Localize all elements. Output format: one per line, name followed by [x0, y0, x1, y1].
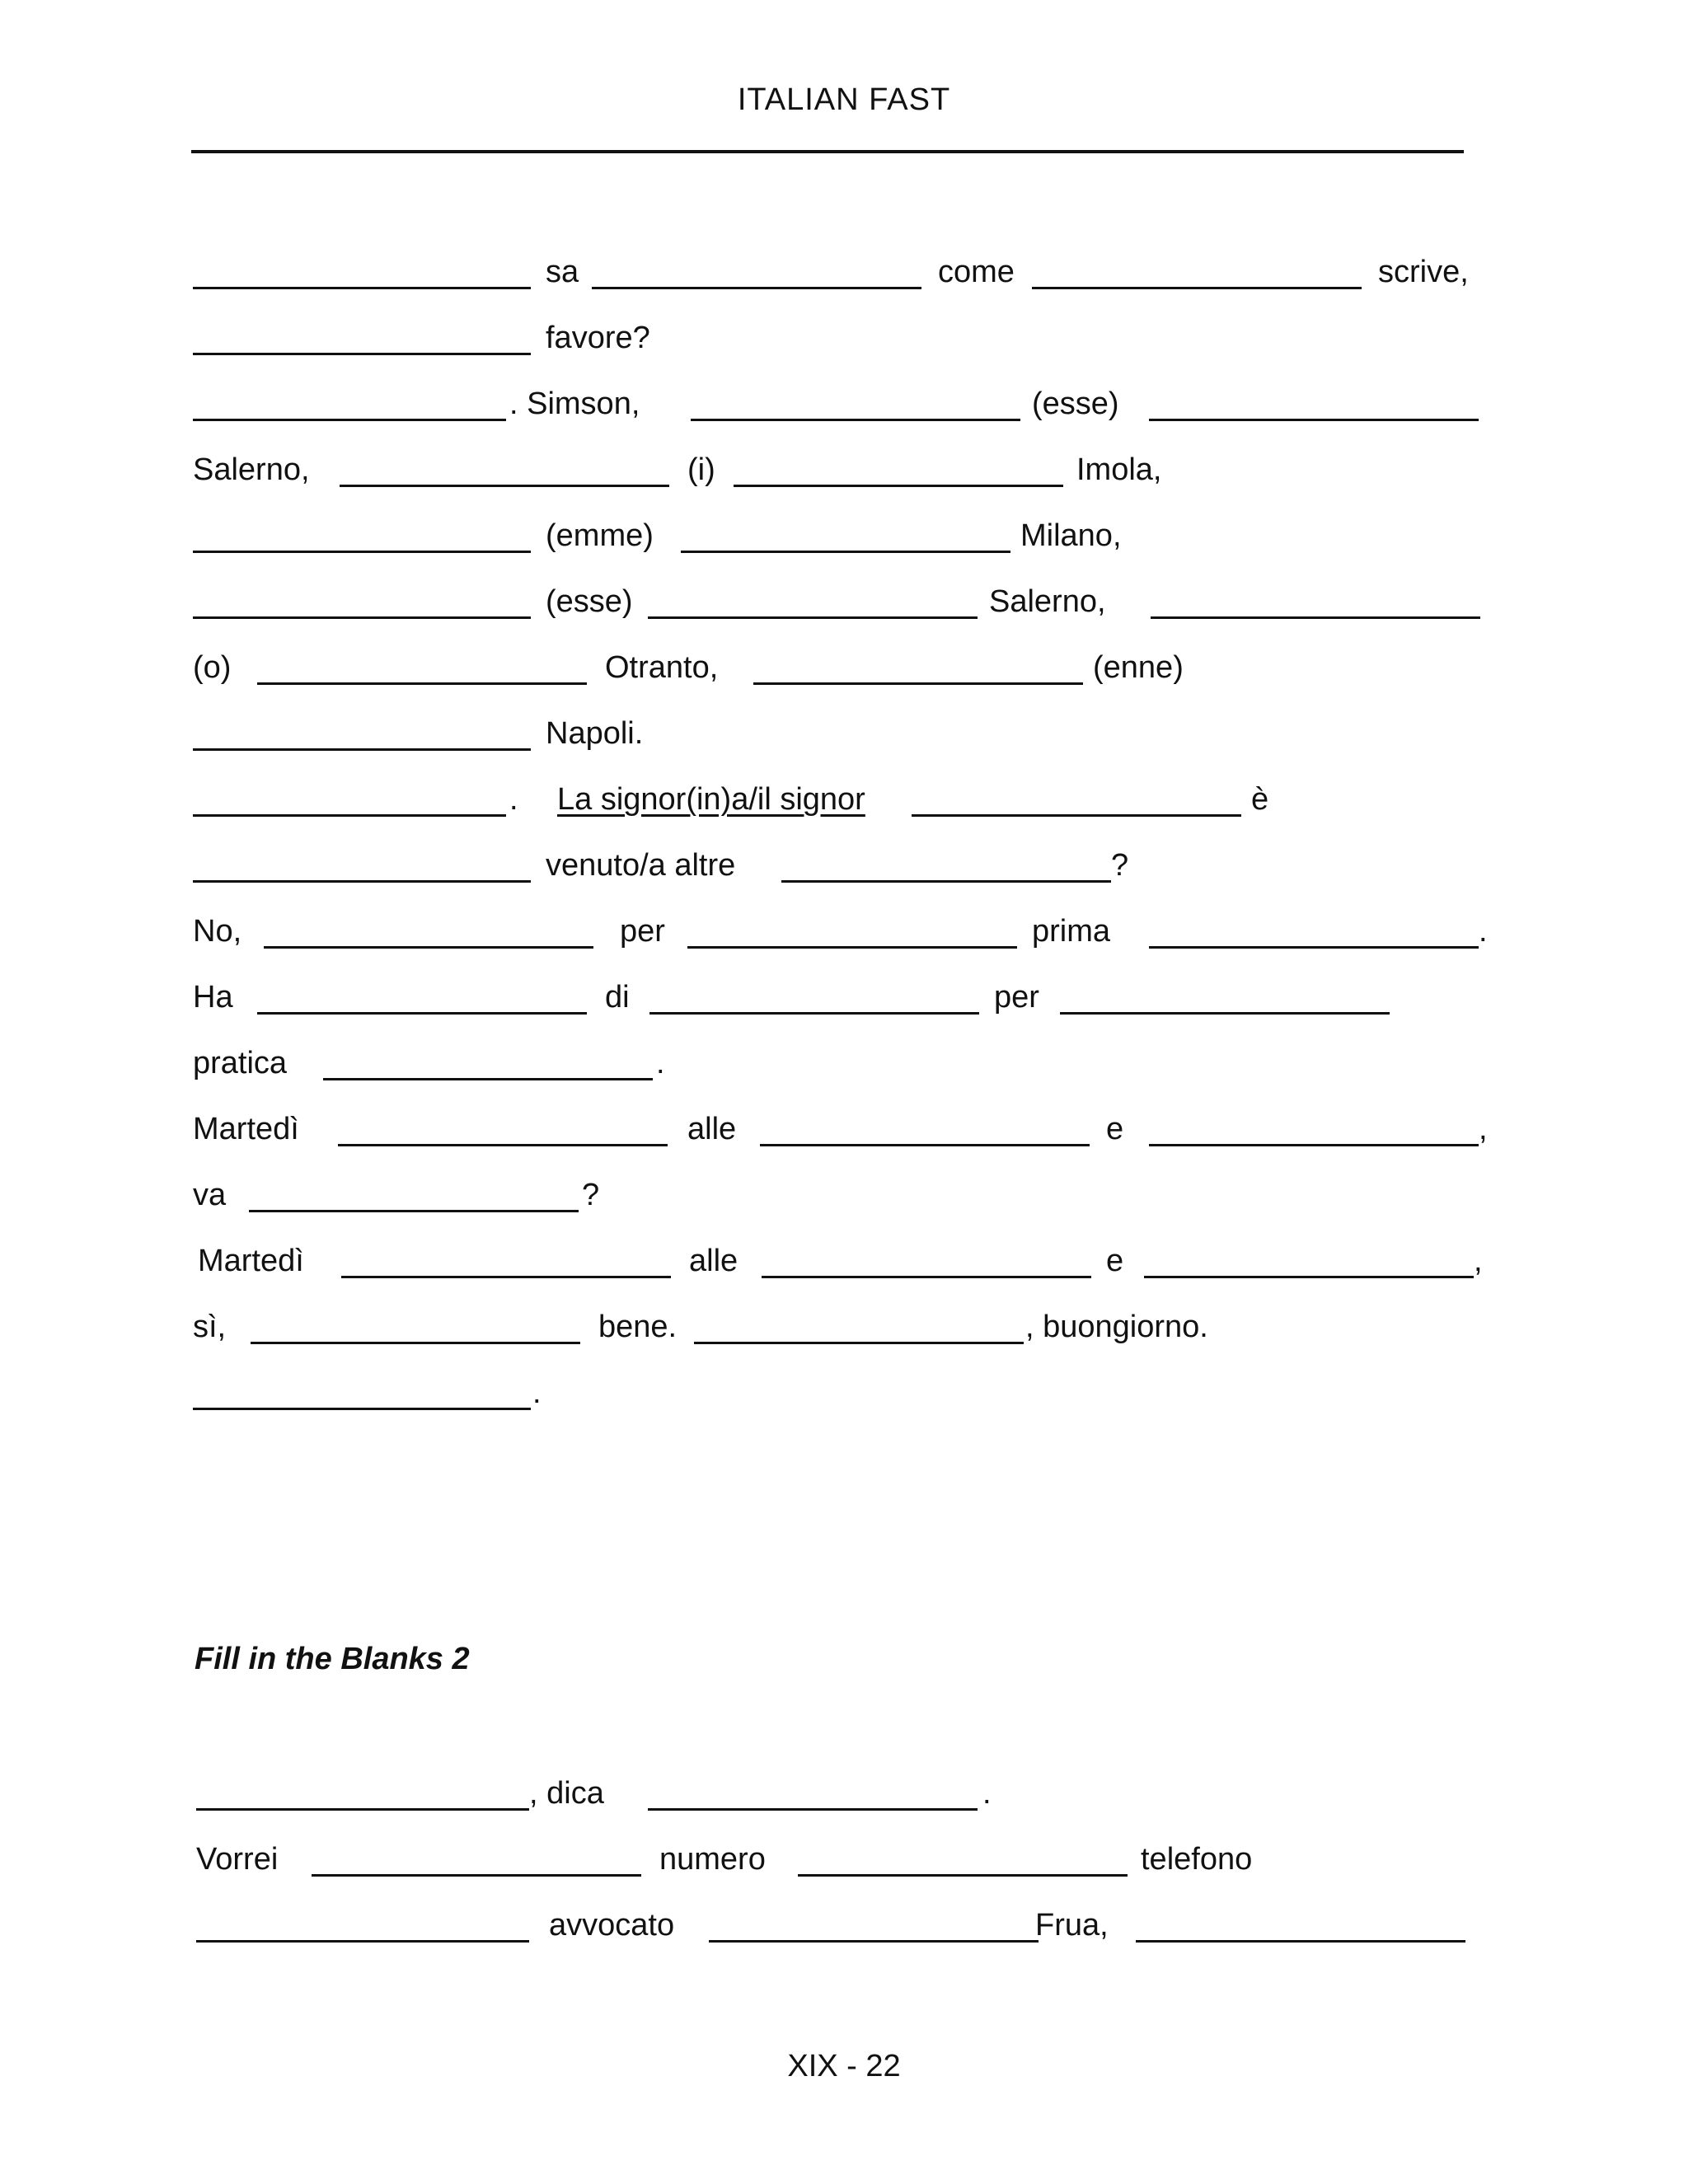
answer-blank[interactable] — [649, 1012, 979, 1015]
prompt-text: favore? — [546, 321, 650, 355]
answer-blank[interactable] — [249, 1210, 579, 1212]
worksheet-line — [193, 1243, 1512, 1292]
prompt-text: numero — [659, 1842, 766, 1877]
worksheet-line — [193, 979, 1512, 1029]
prompt-text: ? — [582, 1178, 600, 1212]
answer-blank[interactable] — [753, 682, 1083, 685]
answer-blank[interactable] — [196, 1940, 529, 1943]
answer-blank[interactable] — [257, 1012, 587, 1015]
answer-blank[interactable] — [193, 1408, 531, 1410]
prompt-text: . Simson, — [509, 387, 640, 421]
prompt-text: ? — [1111, 848, 1129, 883]
answer-blank[interactable] — [1032, 287, 1362, 289]
prompt-text: (esse) — [546, 584, 633, 619]
worksheet-line — [193, 583, 1512, 633]
answer-blank[interactable] — [694, 1342, 1024, 1344]
answer-blank[interactable] — [912, 814, 1241, 817]
answer-blank[interactable] — [798, 1874, 1128, 1877]
prompt-text: (i) — [687, 452, 715, 487]
prompt-text: Imola, — [1076, 452, 1162, 487]
prompt-text: alle — [687, 1112, 737, 1146]
answer-blank[interactable] — [196, 1808, 529, 1811]
answer-blank[interactable] — [648, 1808, 978, 1811]
worksheet-line — [193, 1907, 1512, 1957]
prompt-text: La signor(in)a/il signor — [557, 782, 865, 817]
prompt-text: e — [1106, 1244, 1124, 1278]
prompt-text: Vorrei — [196, 1842, 279, 1877]
worksheet-line — [193, 320, 1512, 369]
prompt-text: sa — [546, 255, 579, 289]
worksheet-line — [193, 518, 1512, 567]
answer-blank[interactable] — [1149, 1144, 1479, 1146]
worksheet-line — [193, 1375, 1512, 1424]
prompt-text: Otranto, — [605, 650, 719, 685]
answer-blank[interactable] — [193, 353, 531, 355]
answer-blank[interactable] — [1149, 946, 1479, 949]
answer-blank[interactable] — [193, 551, 531, 553]
worksheet-line — [193, 1841, 1512, 1891]
prompt-text: per — [994, 980, 1039, 1015]
page-number: XIX - 22 — [787, 2049, 901, 2083]
answer-blank[interactable] — [691, 419, 1020, 421]
prompt-text: va — [193, 1178, 227, 1212]
prompt-text: avvocato — [549, 1908, 675, 1943]
answer-blank[interactable] — [781, 880, 1111, 883]
prompt-text: Salerno, — [193, 452, 310, 487]
answer-blank[interactable] — [251, 1342, 580, 1344]
prompt-text: telefono — [1141, 1842, 1253, 1877]
answer-blank[interactable] — [1136, 1940, 1465, 1943]
answer-blank[interactable] — [193, 880, 531, 883]
prompt-text: bene. — [598, 1310, 678, 1344]
prompt-text: . — [532, 1376, 542, 1410]
answer-blank[interactable] — [193, 748, 531, 751]
worksheet-line — [193, 847, 1512, 897]
worksheet-line — [193, 1045, 1512, 1094]
prompt-text: Martedì — [193, 1112, 299, 1146]
prompt-text: sì, — [193, 1310, 227, 1344]
answer-blank[interactable] — [338, 1144, 668, 1146]
prompt-text: (emme) — [546, 518, 654, 553]
answer-blank[interactable] — [340, 485, 669, 487]
answer-blank[interactable] — [257, 682, 587, 685]
prompt-text: Salerno, — [989, 584, 1106, 619]
prompt-text: di — [605, 980, 630, 1015]
prompt-text: No, — [193, 914, 242, 949]
answer-blank[interactable] — [323, 1078, 653, 1080]
prompt-text: Ha — [193, 980, 233, 1015]
answer-blank[interactable] — [312, 1874, 641, 1877]
prompt-text: prima — [1032, 914, 1111, 949]
answer-blank[interactable] — [1060, 1012, 1390, 1015]
worksheet-line — [193, 1775, 1512, 1825]
prompt-text: . — [509, 782, 518, 817]
answer-blank[interactable] — [341, 1276, 671, 1278]
answer-blank[interactable] — [592, 287, 921, 289]
answer-blank[interactable] — [1151, 616, 1480, 619]
prompt-text: , buongiorno. — [1025, 1310, 1208, 1344]
worksheet-line — [193, 715, 1512, 765]
worksheet-line — [193, 913, 1512, 963]
prompt-text: (o) — [193, 650, 232, 685]
prompt-text: Milano, — [1020, 518, 1122, 553]
worksheet-line — [193, 452, 1512, 501]
worksheet-line — [193, 781, 1512, 831]
answer-blank[interactable] — [193, 814, 506, 817]
prompt-text: , — [1474, 1244, 1483, 1278]
answer-blank[interactable] — [264, 946, 593, 949]
prompt-text: Napoli. — [546, 716, 644, 751]
answer-blank[interactable] — [760, 1144, 1090, 1146]
answer-blank[interactable] — [193, 616, 531, 619]
header-rule — [191, 150, 1464, 153]
worksheet-line — [193, 386, 1512, 435]
prompt-text: pratica — [193, 1046, 288, 1080]
prompt-text: Frua, — [1035, 1908, 1109, 1943]
answer-blank[interactable] — [1149, 419, 1479, 421]
answer-blank[interactable] — [681, 551, 1010, 553]
prompt-text: venuto/a altre — [546, 848, 736, 883]
prompt-text: . — [982, 1776, 992, 1811]
answer-blank[interactable] — [734, 485, 1063, 487]
prompt-text: scrive, — [1378, 255, 1469, 289]
worksheet-line — [193, 649, 1512, 699]
prompt-text: e — [1106, 1112, 1124, 1146]
prompt-text: . — [656, 1046, 665, 1080]
worksheet-line — [193, 1309, 1512, 1358]
prompt-text: è — [1251, 782, 1269, 817]
answer-blank[interactable] — [648, 616, 978, 619]
answer-blank[interactable] — [193, 287, 531, 289]
prompt-text: . — [1479, 914, 1488, 949]
prompt-text: (esse) — [1032, 387, 1119, 421]
answer-blank[interactable] — [762, 1276, 1091, 1278]
prompt-text: come — [938, 255, 1015, 289]
prompt-text: (enne) — [1093, 650, 1184, 685]
answer-blank[interactable] — [687, 946, 1017, 949]
prompt-text: per — [620, 914, 665, 949]
prompt-text: Martedì — [198, 1244, 304, 1278]
answer-blank[interactable] — [709, 1940, 1039, 1943]
worksheet-line — [193, 1177, 1512, 1226]
prompt-text: , — [1479, 1112, 1488, 1146]
worksheet-line — [193, 1111, 1512, 1160]
answer-blank[interactable] — [1144, 1276, 1474, 1278]
section-heading: Fill in the Blanks 2 — [195, 1642, 470, 1676]
prompt-text: alle — [689, 1244, 738, 1278]
worksheet-line — [193, 254, 1512, 303]
prompt-text: , dica — [529, 1776, 604, 1811]
page-header-title: ITALIAN FAST — [737, 82, 951, 117]
answer-blank[interactable] — [193, 419, 506, 421]
